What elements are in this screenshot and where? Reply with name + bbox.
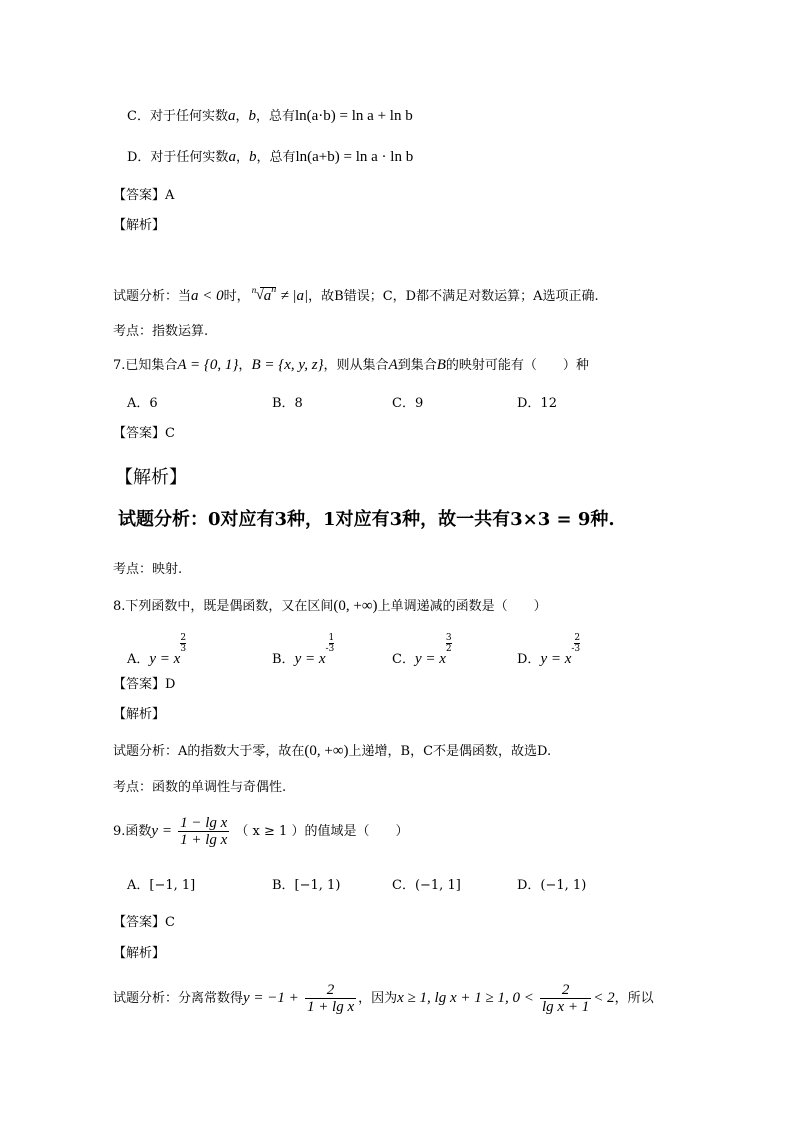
q8-stem <box>113 597 547 616</box>
sep: ， <box>238 358 252 373</box>
var-b: b <box>248 149 257 165</box>
q6-analysis-neq: ≠ |a| <box>280 288 309 304</box>
q8-jiexi: 【解析】 <box>113 707 166 722</box>
q7-stem-pre: 7.已知集合 <box>113 358 178 373</box>
q8-analysis <box>113 742 551 761</box>
option-label: B． <box>272 652 295 667</box>
exp-sign: - <box>325 644 329 654</box>
q6-option-d-tail: ，总有 <box>256 150 296 165</box>
q6-answer: 【答案】A <box>113 188 175 203</box>
q8-interval: (0, +∞) <box>333 598 378 614</box>
q9-y: y = <box>151 823 172 839</box>
option-base: y = x <box>414 651 446 667</box>
q9-analysis-mid: ，因为 <box>358 991 398 1006</box>
frac-num: 1 − lg x <box>180 815 228 831</box>
frac-den: lg x + 1 <box>542 999 590 1015</box>
q9-option-a: A．[−1, 1] <box>127 878 196 893</box>
q9-option-d: D．(−1, 1) <box>517 878 587 893</box>
frac-num: 2 <box>540 982 591 999</box>
q7-a: A <box>388 357 398 373</box>
q6-option-c-formula: ln(a·b) = ln a + ln b <box>294 108 413 124</box>
frac-num: 2 <box>305 982 356 999</box>
q7-stem <box>113 356 589 375</box>
q8-analysis-post: 上递增，B，C不是偶函数，故选D. <box>348 744 552 759</box>
exp-num: 2 <box>574 633 581 643</box>
q6-option-c-tail: ，总有 <box>255 109 295 124</box>
q6-analysis-mid: 时， <box>223 289 250 304</box>
sep: ， <box>235 150 249 165</box>
q6-kaodian: 考点：指数运算. <box>113 324 209 339</box>
q7-option-c: C．9 <box>392 396 424 411</box>
q9-fraction <box>178 815 229 848</box>
q8-option-a <box>127 633 187 670</box>
q9-jiexi: 【解析】 <box>113 946 166 961</box>
q6-option-d-formula: ln(a+b) = ln a · ln b <box>295 149 414 165</box>
exp-num: 2 <box>180 633 187 643</box>
q7-option-d: D．12 <box>517 396 557 411</box>
q6-analysis-pre: 试题分析：当 <box>113 289 192 304</box>
q9-analysis-y: y = −1 + <box>243 990 299 1006</box>
radical-icon: √ <box>255 287 265 303</box>
nth-root <box>251 284 277 307</box>
q7-stem-post: ，则从集合 <box>323 358 389 373</box>
q6-jiexi: 【解析】 <box>113 218 166 233</box>
exp-den: 2 <box>445 644 452 654</box>
q9-analysis-post: ，所以 <box>614 991 654 1006</box>
option-label: A． <box>127 652 150 667</box>
option-label: C． <box>392 652 415 667</box>
q6-analysis-post: ，故B错误；C，D都不满足对数运算；A选项正确. <box>308 289 599 304</box>
frac-den: 1 + lg x <box>180 832 228 848</box>
root-body: a <box>263 288 272 304</box>
q8-stem-post: 上单调递减的函数是（ ） <box>377 599 547 614</box>
q7-stem-post2: 到集合 <box>397 358 437 373</box>
option-base: y = x <box>540 651 572 667</box>
exp-num: 3 <box>445 633 452 643</box>
option-base: y = x <box>294 651 326 667</box>
q8-answer: 【答案】D <box>113 677 176 692</box>
exp-den: 3 <box>328 644 335 654</box>
option-base: y = x <box>149 651 181 667</box>
q8-option-b <box>272 633 335 670</box>
q8-analysis-pre: 试题分析：A的指数大于零，故在 <box>113 744 305 759</box>
q9-analysis-fraction-a <box>305 982 356 1015</box>
q9-analysis-cond: x ≥ 1, lg x + 1 ≥ 1, 0 < <box>397 990 534 1006</box>
sep: ， <box>235 109 249 124</box>
q9-stem-pre: 9.函数 <box>113 824 152 839</box>
q7-set-a: A = {0, 1} <box>177 357 239 373</box>
q9-analysis-pre: 试题分析：分离常数得 <box>113 991 244 1006</box>
q7-option-a: A．6 <box>127 396 158 411</box>
q7-kaodian: 考点：映射. <box>113 562 183 577</box>
q6-option-d-text: D．对于任何实数 <box>127 150 229 165</box>
root-exp: n <box>271 284 277 295</box>
q9-analysis <box>113 982 654 1015</box>
q9-cond: （ x ≥ 1 ）的值域是（ ） <box>235 824 409 839</box>
q8-stem-text: 8.下列函数中，既是偶函数，又在区间 <box>113 599 334 614</box>
q7-stem-post3: 的映射可能有（ ）种 <box>445 358 589 373</box>
q9-option-b: B．[−1, 1) <box>272 878 341 893</box>
q8-kaodian: 考点：函数的单调性与奇偶性. <box>113 780 287 795</box>
exp-den: 3 <box>574 644 581 654</box>
exp-num: 1 <box>328 633 335 643</box>
option-label: D． <box>517 652 541 667</box>
q7-jiexi: 【解析】 <box>115 467 187 488</box>
q6-analysis-cond: a < 0 <box>191 288 224 304</box>
q9-stem <box>113 815 408 848</box>
q8-option-c <box>392 633 452 670</box>
q9-analysis-lt: < 2 <box>593 990 615 1006</box>
exp-sign: - <box>571 644 575 654</box>
var-b: b <box>248 108 256 124</box>
q8-option-d <box>517 633 581 670</box>
q6-option-d <box>127 148 413 167</box>
q9-answer: 【答案】C <box>113 915 175 930</box>
q7-analysis: 试题分析：0对应有3种，1对应有3种，故一共有3×3 = 9种. <box>118 509 615 530</box>
q8-analysis-interval: (0, +∞) <box>304 743 349 759</box>
frac-den: 1 + lg x <box>306 999 355 1015</box>
var-a: a <box>227 108 236 124</box>
exp-den: 3 <box>180 644 187 654</box>
q9-option-c: C．(−1, 1] <box>392 878 461 893</box>
q7-b: B <box>436 357 446 373</box>
q6-option-c <box>127 107 413 126</box>
q7-set-b: B = {x, y, z} <box>251 357 324 373</box>
q6-option-c-text: C．对于任何实数 <box>127 109 228 124</box>
q6-analysis <box>113 284 599 307</box>
var-a: a <box>228 149 236 165</box>
q7-option-b: B．8 <box>272 396 303 411</box>
q7-answer: 【答案】C <box>113 426 175 441</box>
q9-analysis-fraction-b <box>540 982 591 1015</box>
root-index: n <box>251 285 257 295</box>
